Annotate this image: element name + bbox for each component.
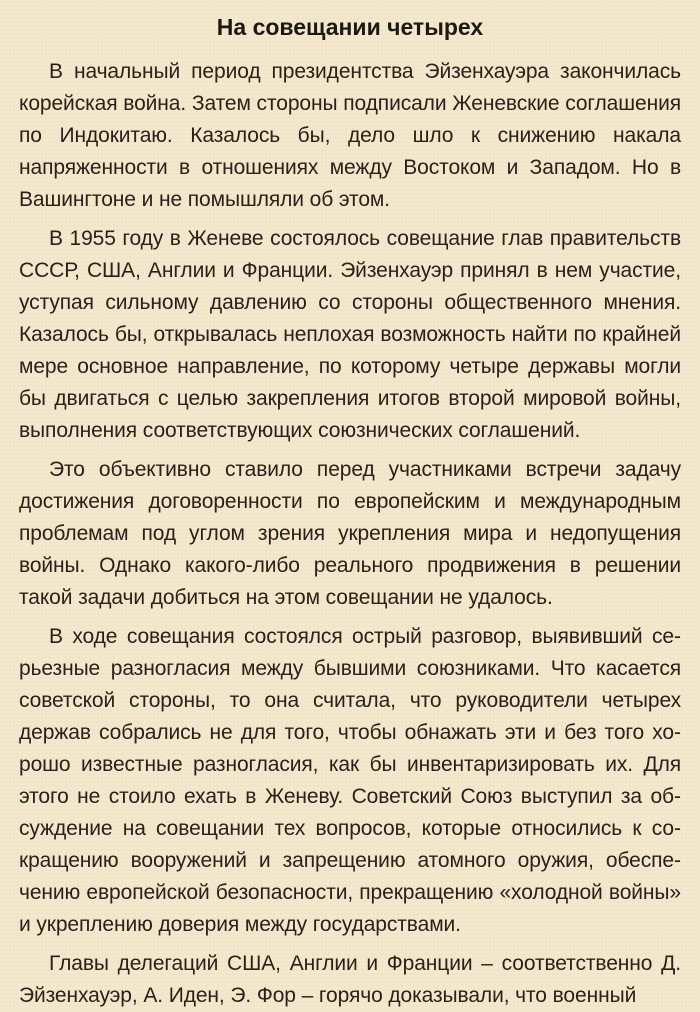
paragraph: В ходе совещания состоялся острый разговор, выявивший серьезные разногласия между бывшими союзниками. Что касается советской стороны, то она считала, что руководители четырех держав собрались не для того, чтобы обнажать эти и без того хорошо известные разногласия, как бы инвентаризировать их. Для этого не стоило ехать в Женеву. Советский Союз выступил за обсуждение на совещании тех вопросов, которые относились к сокращению вооружений и запрещению атомного оружия, обеспечению европейской безопасности, прекращению «холодной войны» и укреплению доверия между государствами. [19,625,681,936]
paragraph: Главы делегаций США, Англии и Франции – соответственно Д. Эйзенхауэр, А. Иден, Э. Фор – горячо доказывали, что военный [19,952,681,1007]
paragraph: В 1955 году в Женеве состоялось совещание глав правительств СССР, США, Англии и Франции. Эйзенхауэр принял в нем участие, уступая сильному давлению со стороны общественного мнения. Казалось бы, открывалась неплохая возможность найти по крайней мере основное направление, по которому четыре державы могли бы двигаться с целью закрепления итогов второй мировой войны, выполнения соответствующих союзнических соглашений. [19,227,681,442]
paragraph: В начальный период президентства Эйзенхауэра закончилась корейская война. Затем стороны подписали Женевские соглашения по Индокитаю. Казалось бы, дело шло к снижению накала напряженности в отношениях между Востоком и Западом. Но в Вашингтоне и не помышляли об этом. [19,60,681,211]
page-title: На совещании четырех [216,14,484,40]
document-page [19,0,681,1007]
paragraph: Это объективно ставило перед участниками встречи задачу достижения договоренности по европейским и международным проблемам под углом зрения укрепления мира и недопущения войны. Однако какого-либо реального продвижения в решении такой задачи добиться на этом совещании не удалось. [19,458,681,609]
